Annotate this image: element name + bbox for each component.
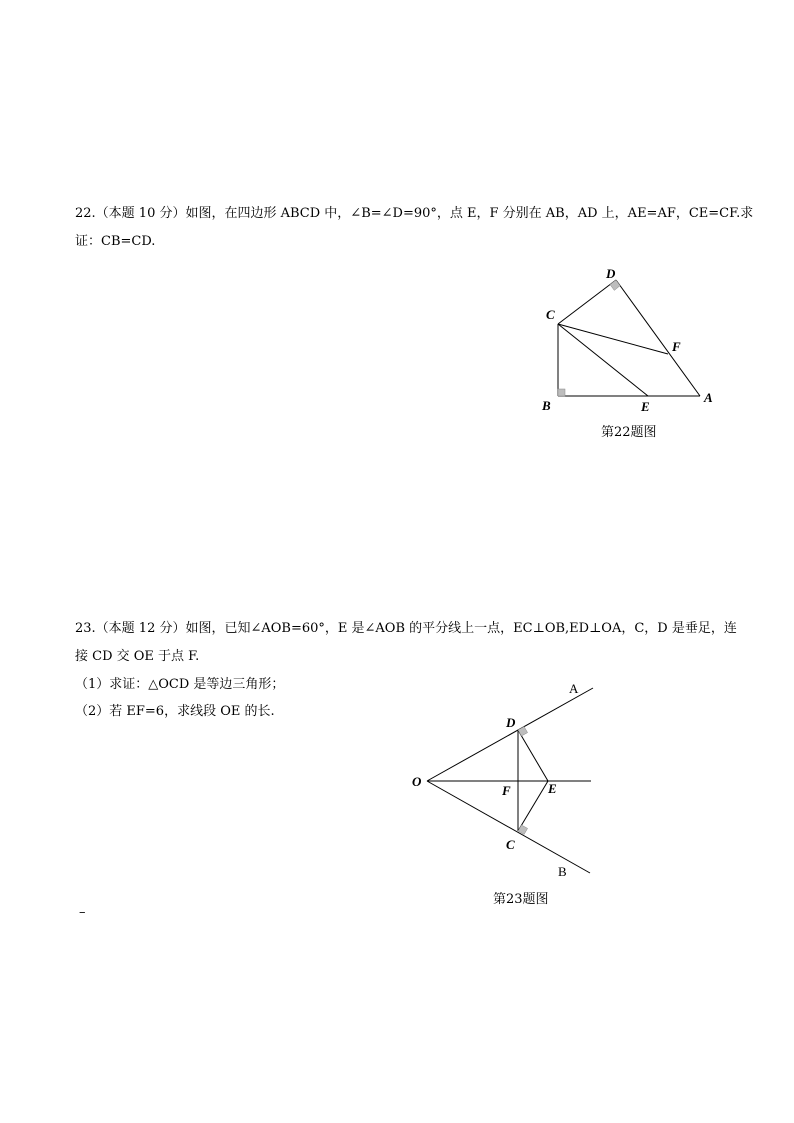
label-c: C <box>506 837 515 852</box>
label-d: D <box>506 715 516 730</box>
segment-ce <box>558 324 648 396</box>
ray-oa <box>427 688 593 781</box>
label-e: E <box>548 781 557 796</box>
label-f: F <box>502 783 511 798</box>
figure-22 <box>530 262 730 447</box>
segment-ce <box>518 781 548 831</box>
figure-23 <box>405 675 605 910</box>
label-a: A <box>704 390 713 405</box>
figure-23-caption: 第23题图 <box>493 892 549 907</box>
problem-23-line-1: 23.（本题 12 分）如图，已知∠AOB=60°，E 是∠AOB 的平分线上一点，EC⊥OB,ED⊥OA，C，D 是垂足，连 <box>75 621 737 636</box>
right-angle-d-marker <box>518 727 528 736</box>
footer-mark: – <box>79 905 86 920</box>
label-b: B <box>558 864 567 879</box>
problem-23-part-2: （2）若 EF=6，求线段 OE 的长. <box>75 704 275 719</box>
problem-23-part-1: （1）求证：△OCD 是等边三角形； <box>75 677 285 692</box>
label-c: C <box>546 307 555 322</box>
problem-23-line-2: 接 CD 交 OE 于点 F. <box>75 649 200 664</box>
segment-de <box>518 730 548 781</box>
label-f: F <box>672 339 681 354</box>
figure-22-caption: 第22题图 <box>601 425 657 440</box>
label-e: E <box>641 399 650 414</box>
problem-22-line-1: 22.（本题 10 分）如图，在四边形 ABCD 中，∠B=∠D=90°，点 E，F 分别在 AB，AD 上，AE=AF，CE=CF.求 <box>75 206 754 221</box>
right-angle-d-marker <box>610 280 620 290</box>
label-b: B <box>542 398 551 413</box>
label-d: D <box>606 266 616 281</box>
label-o: O <box>412 774 422 789</box>
problem-22-line-2: 证：CB=CD. <box>75 234 156 249</box>
right-angle-b-marker <box>558 389 565 396</box>
label-a: A <box>569 681 579 696</box>
segment-da <box>616 280 700 396</box>
segment-cd <box>558 280 616 324</box>
